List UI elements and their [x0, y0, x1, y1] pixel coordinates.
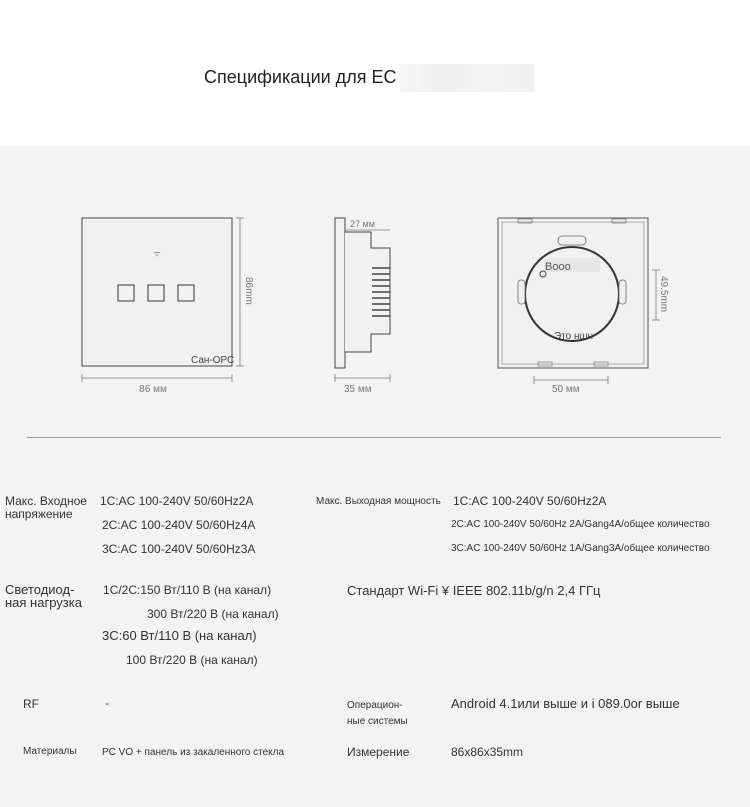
back-width-label: 50 мм — [552, 384, 580, 395]
back-bottom-text: Это ншн — [554, 331, 594, 342]
output-power-1c: 1C:AC 100-240V 50/60Hz2A — [453, 494, 607, 508]
rf-value: - — [105, 696, 109, 710]
front-panel-outline — [82, 218, 235, 366]
section-divider — [27, 437, 721, 438]
side-glass-outline — [335, 218, 345, 368]
back-left-tab — [518, 280, 525, 304]
led-load-1c2c: 1C/2C:150 Вт/110 В (на канал) — [103, 583, 272, 597]
dimension-diagrams — [0, 146, 750, 446]
front-view-diagram — [82, 218, 254, 395]
header — [0, 0, 750, 146]
blurred-area — [400, 64, 534, 92]
side-top-label: 27 мм — [350, 219, 375, 229]
materials-label: Материалы — [23, 746, 77, 757]
back-top-tab — [558, 236, 586, 245]
output-power-label: Макс. Выходная мощность — [316, 496, 441, 507]
back-top-text: Bооо — [545, 261, 571, 273]
input-voltage-2c: 2C:AC 100-240V 50/60Hz4A — [102, 518, 256, 532]
front-height-label: 86mm — [243, 277, 254, 305]
spec-sheet — [0, 146, 750, 807]
dimension-label: Измерение — [347, 745, 410, 759]
os-value: Android 4.1или выше и i 089.0or выше — [451, 696, 680, 711]
output-power-3c: 3C:AC 100-240V 50/60Hz 1A/Gang3A/общее количество — [451, 543, 710, 554]
rf-label: RF — [23, 697, 39, 711]
materials-value: PC VO + панель из закаленного стекла — [102, 747, 285, 758]
output-power-2c: 2C:AC 100-240V 50/60Hz 2A/Gang4A/общее количество — [451, 519, 710, 530]
led-load-220v: 300 Вт/220 В (на канал) — [147, 607, 279, 621]
input-voltage-1c: 1C:AC 100-240V 50/60Hz2A — [100, 494, 254, 508]
input-voltage-3c: 3C:AC 100-240V 50/60Hz3A — [102, 542, 256, 556]
led-load-label: Светодиод-ная нагрузка — [5, 582, 82, 610]
dimension-value: 86x86x35mm — [451, 745, 524, 759]
wifi-icon: ᯤ — [153, 249, 161, 258]
page-title: Спецификации для ЕС — [204, 67, 397, 87]
back-height-label: 49.5mm — [658, 276, 669, 313]
os-label: Операцион-ные системы — [347, 700, 408, 727]
wifi-standard: Стандарт Wi-Fi ¥ IEEE 802.11b/g/n 2,4 ГГц — [347, 583, 601, 598]
side-bottom-label: 35 мм — [344, 384, 372, 395]
front-logo: Сан-ОРС — [191, 355, 235, 366]
input-voltage-label: Макс. Входное напряжение — [5, 494, 87, 521]
front-width-label: 86 мм — [139, 384, 167, 395]
back-right-tab — [619, 280, 626, 304]
led-load-3c: 3C:60 Вт/110 В (на канал) — [102, 628, 257, 643]
side-view-diagram — [335, 218, 390, 395]
led-load-3c-220v: 100 Вт/220 В (на канал) — [126, 653, 258, 667]
back-view-diagram — [498, 218, 669, 395]
